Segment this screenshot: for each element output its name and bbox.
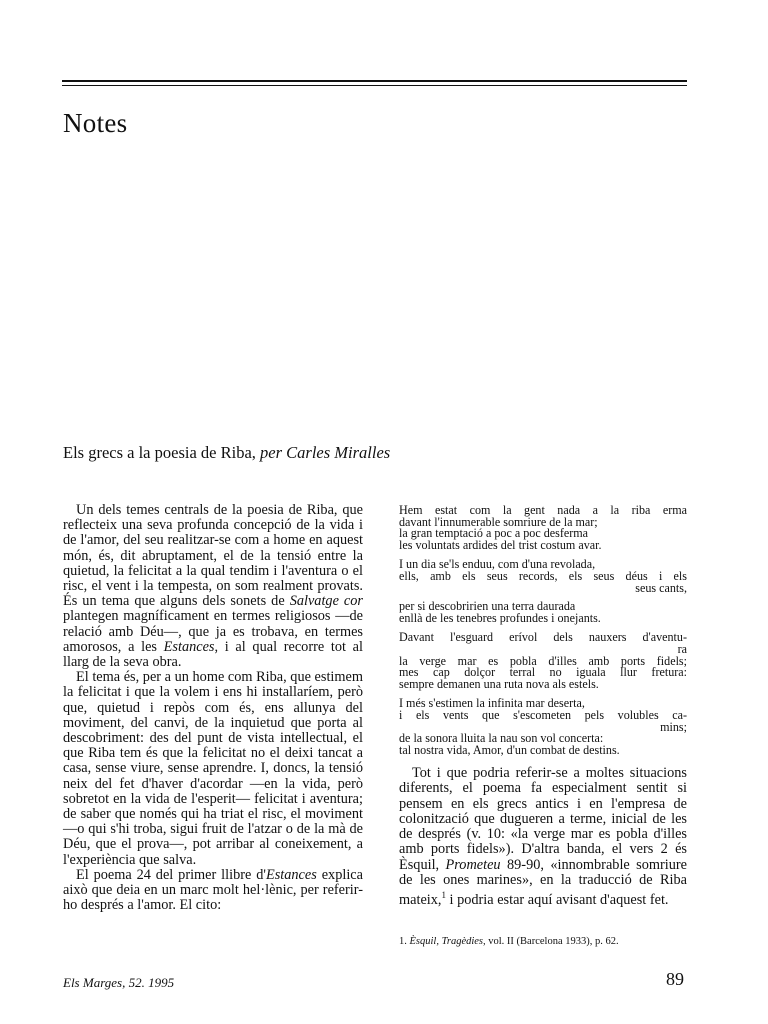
work-title-salvatge-cor: Salvatge cor bbox=[289, 593, 363, 610]
paragraph-4-text-b: 89-90, «innombrable somriure de les ones marines», en la traducció de Riba mateix, bbox=[399, 856, 687, 908]
poem-line-continuation: seus cants, bbox=[635, 580, 687, 595]
poem-stanza-3 bbox=[399, 632, 687, 690]
poem-line: I més s'estimen la infinita mar deserta, bbox=[399, 696, 585, 711]
paragraph-1-text-b: plantegen magníficament en termes religiosos —de relació amb Déu—, que ja es trobava, en termes amorosos, a les bbox=[63, 608, 363, 655]
article-author: per Carles Miralles bbox=[260, 443, 391, 462]
right-column bbox=[399, 505, 687, 908]
paragraph-3-text-b: explica això que deia en un marc molt hel·lènic, per referir-ho després a l'amor. El cito: bbox=[63, 866, 363, 914]
poem-line: davant l'innumerable somriure de la mar; bbox=[399, 514, 598, 529]
journal-citation: Els Marges, 52. 1995 bbox=[63, 975, 175, 990]
paragraph-4-text-c: i podria estar aquí avisant d'aquest fet. bbox=[445, 891, 669, 908]
poem-line: sempre demanen una ruta nova als estels. bbox=[399, 676, 599, 691]
work-title-estances-2: Estances bbox=[265, 866, 317, 883]
footnote-ref: 1 bbox=[441, 889, 446, 900]
footnote-details: vol. II (Barcelona 1933), p. 62. bbox=[488, 936, 619, 947]
poem-stanza-1 bbox=[399, 505, 687, 551]
poem-line: la gran temptació a poc a poc desferma bbox=[399, 526, 589, 541]
paragraph-3-text-a: El poema 24 del primer llibre d' bbox=[76, 866, 266, 883]
paragraph-4-text-a: Tot i que podria referir-se a moltes situacions diferents, el poema fa especialment sentit si pensem en els grecs antics i en l'empresa de colonització que dugueren a terme, inicial de les de després (v. 10: «la verge mar es pobla d'illes amb ports fidels»). D'altra banda, el vers 2 és Èsquil, bbox=[399, 765, 687, 873]
work-title-prometeu: Prometeu bbox=[445, 856, 501, 873]
work-title-estances: Estances bbox=[163, 638, 215, 655]
poem-line: tal nostra vida, Amor, d'un combat de destins. bbox=[399, 742, 620, 757]
poem-line-continuation: ra bbox=[677, 641, 687, 656]
footnote bbox=[399, 936, 687, 947]
poem-stanza-4 bbox=[399, 698, 687, 756]
poem-line: ells, amb els seus records, els seus déus i els bbox=[399, 568, 687, 583]
poem-line: mes cap dolçor terral no iguala llur fretura: bbox=[399, 665, 687, 680]
poem-line: la verge mar es pobla d'illes amb ports fidels; bbox=[399, 653, 687, 668]
paragraph-1-text-c: , i al qual recorre tot al llarg de la seva obra. bbox=[63, 638, 363, 671]
poem-line: i els vents que s'escometen pels volubles ca- bbox=[399, 707, 687, 722]
poem-line: enllà de les tenebres profundes i onejants. bbox=[399, 610, 601, 625]
right-prose bbox=[399, 766, 687, 908]
poem-stanza-2 bbox=[399, 559, 687, 624]
poem-line-continuation: mins; bbox=[660, 719, 687, 734]
paragraph-2: El tema és, per a un home com Riba, que estimem la felicitat i que la volem i ens hi installaríem, però que, quietud i repòs com és, ens allunya del moviment, del canvi, de la inquietud que porta al descobriment: des del punt de vista intellectual, el que Riba tem és que la felicitat no el deixi tancat a casa, sense viure, sense aprendre. I, doncs, la tensió neix del fet d'haver d'acordar —en la vida, però sobretot en la vida de l'esperit— felicitat i aventura; de saber que només qui ha triat el risc, el moviment —o qui s'hi troba, sigui fruit de l'atzar o de la mà de Déu, que el prova—, pot arribar al coneixement, a l'experiència que salva. bbox=[63, 669, 363, 868]
header-rule-thick bbox=[62, 80, 687, 82]
poem-line: de la sonora lluita la nau son vol concerta: bbox=[399, 731, 604, 746]
page-number: 89 bbox=[666, 969, 684, 989]
poem-line: I un dia se'ls enduu, com d'una revolada, bbox=[399, 557, 596, 572]
paragraph-3 bbox=[63, 868, 363, 914]
left-column bbox=[63, 503, 363, 913]
article-title-text: Els grecs a la poesia de Riba, bbox=[63, 443, 256, 462]
paragraph-1-text-a: Un dels temes centrals de la poesia de Riba, que reflecteix una seva profunda concepció de la vida i de l'amor, del seu realitzar-se com a home en aquest món, és, dit abruptament, el de la tensió entre la quietud, la felicitat a la qual tendim i l'aventura o el risc, el vent i la tempesta, on som realment provats. És un tema que alguns dels sonets de bbox=[63, 502, 363, 610]
header-rule-thin bbox=[62, 85, 687, 86]
paragraph-1 bbox=[63, 503, 363, 670]
footnote-work: Tragèdies, bbox=[441, 936, 486, 947]
footnote-number: 1. bbox=[399, 936, 407, 947]
article-title bbox=[63, 443, 390, 463]
footnote-author: Èsquil, bbox=[409, 936, 439, 947]
poem bbox=[399, 505, 687, 756]
poem-line: per si descobririen una terra daurada bbox=[399, 599, 576, 614]
paragraph-4 bbox=[399, 766, 687, 908]
poem-line: Davant l'esguard erívol dels nauxers d'aventu- bbox=[399, 630, 687, 645]
poem-line: les voluntats ardides del trist costum avar. bbox=[399, 537, 602, 552]
section-title: Notes bbox=[63, 108, 128, 138]
poem-line: Hem estat com la gent nada a la riba erma bbox=[399, 503, 687, 517]
